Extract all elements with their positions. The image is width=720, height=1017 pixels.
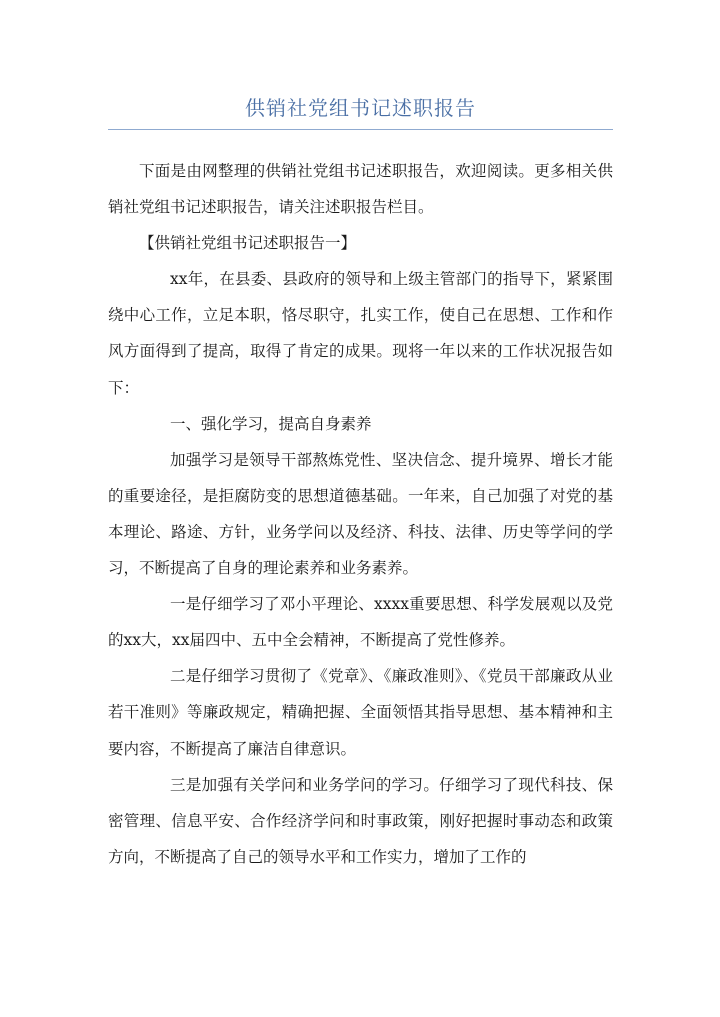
document-title: 供销社党组书记述职报告 — [245, 96, 476, 120]
body-paragraph: xx年，在县委、县政府的领导和上级主管部门的指导下，紧紧围绕中心工作，立足本职，恪尽职守，扎实工作，使自己在思想、工作和作风方面得到了提高，取得了肯定的成果。现将一年以来的工作状况报告如下： — [108, 270, 613, 397]
title-divider — [108, 129, 613, 130]
body-paragraph: 二是仔细学习贯彻了《党章》、《廉政准则》、《党员干部廉政从业若干准则》等廉政规定，精确把握、全面领悟其指导思想、基本精神和主要内容，不断提高了廉洁自律意识。 — [108, 667, 613, 758]
body-paragraph: 三是加强有关学问和业务学问的学习。仔细学习了现代科技、保密管理、信息平安、合作经济学问和时事政策，刚好把握时事动态和政策方向，不断提高了自己的领导水平和工作实力，增加了工作的 — [108, 775, 613, 866]
section-heading: 一、强化学习，提高自身素养 — [170, 414, 372, 433]
document-body — [108, 153, 613, 875]
intro-paragraph: 下面是由网整理的供销社党组书记述职报告，欢迎阅读。更多相关供销社党组书记述职报告，请关注述职报告栏目。 — [108, 162, 613, 217]
section-label: 【供销社党组书记述职报告一】 — [139, 234, 357, 253]
body-paragraph: 一是仔细学习了邓小平理论、xxxx重要思想、科学发展观以及党的xx大，xx届四中、五中全会精神，不断提高了党性修养。 — [108, 595, 613, 650]
body-paragraph: 加强学习是领导干部熬炼党性、坚决信念、提升境界、增长才能的重要途径，是拒腐防变的思想道德基础。一年来，自己加强了对党的基本理论、路途、方针，业务学问以及经济、科技、法律、历史等学问的学习，不断提高了自身的理论素养和业务素养。 — [108, 450, 613, 578]
